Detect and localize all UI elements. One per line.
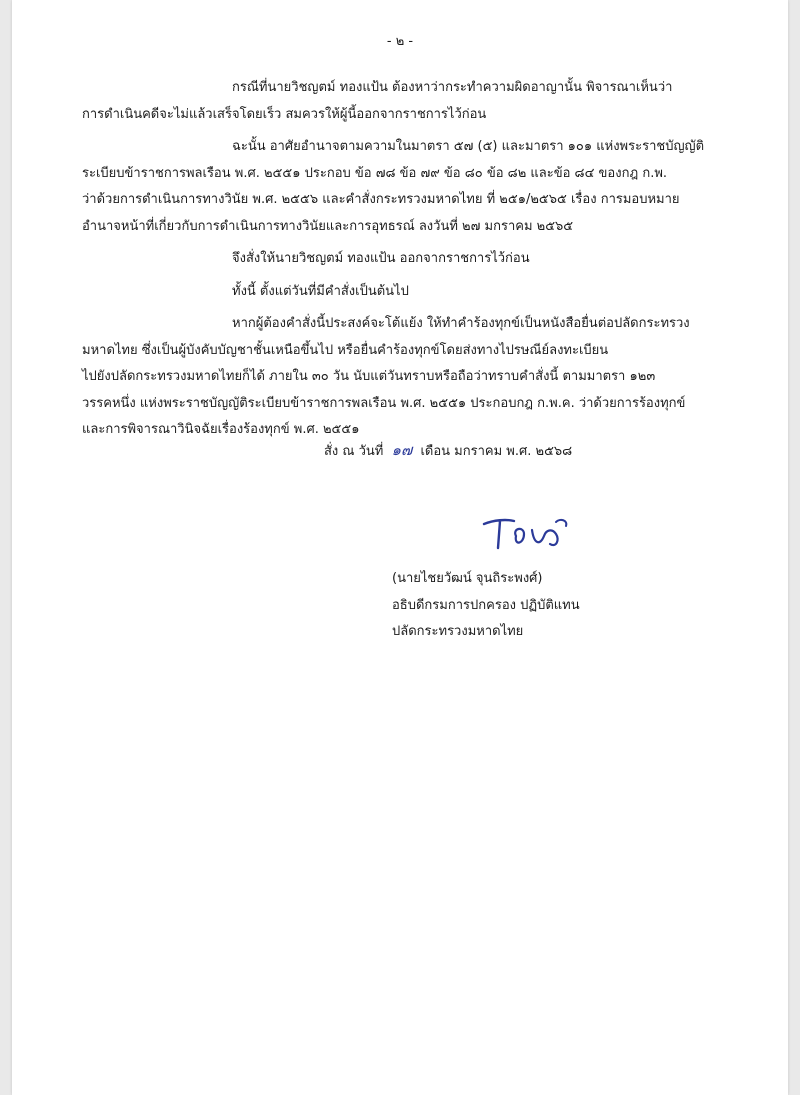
ordered-day-handwritten: ๑๗ xyxy=(391,441,413,459)
paragraph-2-line-4: อำนาจหน้าที่เกี่ยวกับการดำเนินการทางวินัยและการอุทธรณ์ ลงวันที่ ๒๗ มกราคม ๒๕๖๕ xyxy=(82,218,574,234)
document-body xyxy=(82,75,742,444)
ordered-prefix: สั่ง ณ วันที่ xyxy=(324,444,384,459)
page-number: - ๒ - xyxy=(386,34,414,49)
paragraph-4-line-1: ทั้งนี้ ตั้งแต่วันที่มีคำสั่งเป็นต้นไป xyxy=(232,283,409,299)
signatory-organization: ปลัดกระทรวงมหาดไทย xyxy=(392,624,524,639)
ordered-date-line xyxy=(324,437,572,466)
paragraph-5-line-2: มหาดไทย ซึ่งเป็นผู้บังคับบัญชาชั้นเหนือขึ้นไป หรือยื่นคำร้องทุกข์โดยส่งทางไปรษณีย์ลงทะเบียน xyxy=(82,342,609,358)
paragraph-1-line-2: การดำเนินคดีจะไม่แล้วเสร็จโดยเร็ว สมควรให้ผู้นี้ออกจากราชการไว้ก่อน xyxy=(82,106,487,122)
paragraph-5-line-1: หากผู้ต้องคำสั่งนี้ประสงค์จะโต้แย้ง ให้ทำคำร้องทุกข์เป็นหนังสือยื่นต่อปลัดกระทรวง xyxy=(232,316,690,331)
paragraph-5-line-4: วรรคหนึ่ง แห่งพระราชบัญญัติระเบียบข้าราชการพลเรือน พ.ศ. ๒๕๕๑ ประกอบกฎ ก.พ.ค. ว่าด้วยการร้องทุกข์ xyxy=(82,395,686,411)
signature-block xyxy=(392,566,632,646)
ordered-suffix: เดือน มกราคม พ.ศ. ๒๕๖๘ xyxy=(420,444,573,459)
document-page xyxy=(12,0,788,1095)
paragraph-2-line-3: ว่าด้วยการดำเนินการทางวินัย พ.ศ. ๒๕๕๖ และคำสั่งกระทรวงมหาดไทย ที่ ๒๕๑/๒๕๖๕ เรื่อง การมอบหมาย xyxy=(82,192,680,207)
paragraph-2-line-1: ฉะนั้น อาศัยอำนาจตามความในมาตรา ๕๗ (๕) และมาตรา ๑๐๑ แห่งพระราชบัญญัติ xyxy=(232,139,705,154)
signatory-position: อธิบดีกรมการปกครอง ปฏิบัติแทน xyxy=(392,597,580,613)
paragraph-2-line-2: ระเบียบข้าราชการพลเรือน พ.ศ. ๒๕๕๑ ประกอบ ข้อ ๗๘ ข้อ ๗๙ ข้อ ๘๐ ข้อ ๘๒ และข้อ ๘๔ ของกฎ ก.พ. xyxy=(82,165,668,181)
handwritten-signature xyxy=(480,510,580,560)
paragraph-1-line-1: กรณีที่นายวิชญตม์ ทองแป้น ต้องหาว่ากระทำความผิดอาญานั้น พิจารณาเห็นว่า xyxy=(232,80,673,95)
paragraph-5-line-5: และการพิจารณาวินิจฉัยเรื่องร้องทุกข์ พ.ศ. ๒๕๕๑ xyxy=(82,422,360,437)
signatory-name: (นายไชยวัฒน์ จุนถิระพงศ์) xyxy=(392,571,543,586)
paragraph-3-line-1: จึงสั่งให้นายวิชญตม์ ทองแป้น ออกจากราชการไว้ก่อน xyxy=(232,251,530,266)
paragraph-5-line-3: ไปยังปลัดกระทรวงมหาดไทยก็ได้ ภายใน ๓๐ วัน นับแต่วันทราบหรือถือว่าทราบคำสั่งนี้ ตามมาตรา ๑๒๓ xyxy=(82,369,656,384)
